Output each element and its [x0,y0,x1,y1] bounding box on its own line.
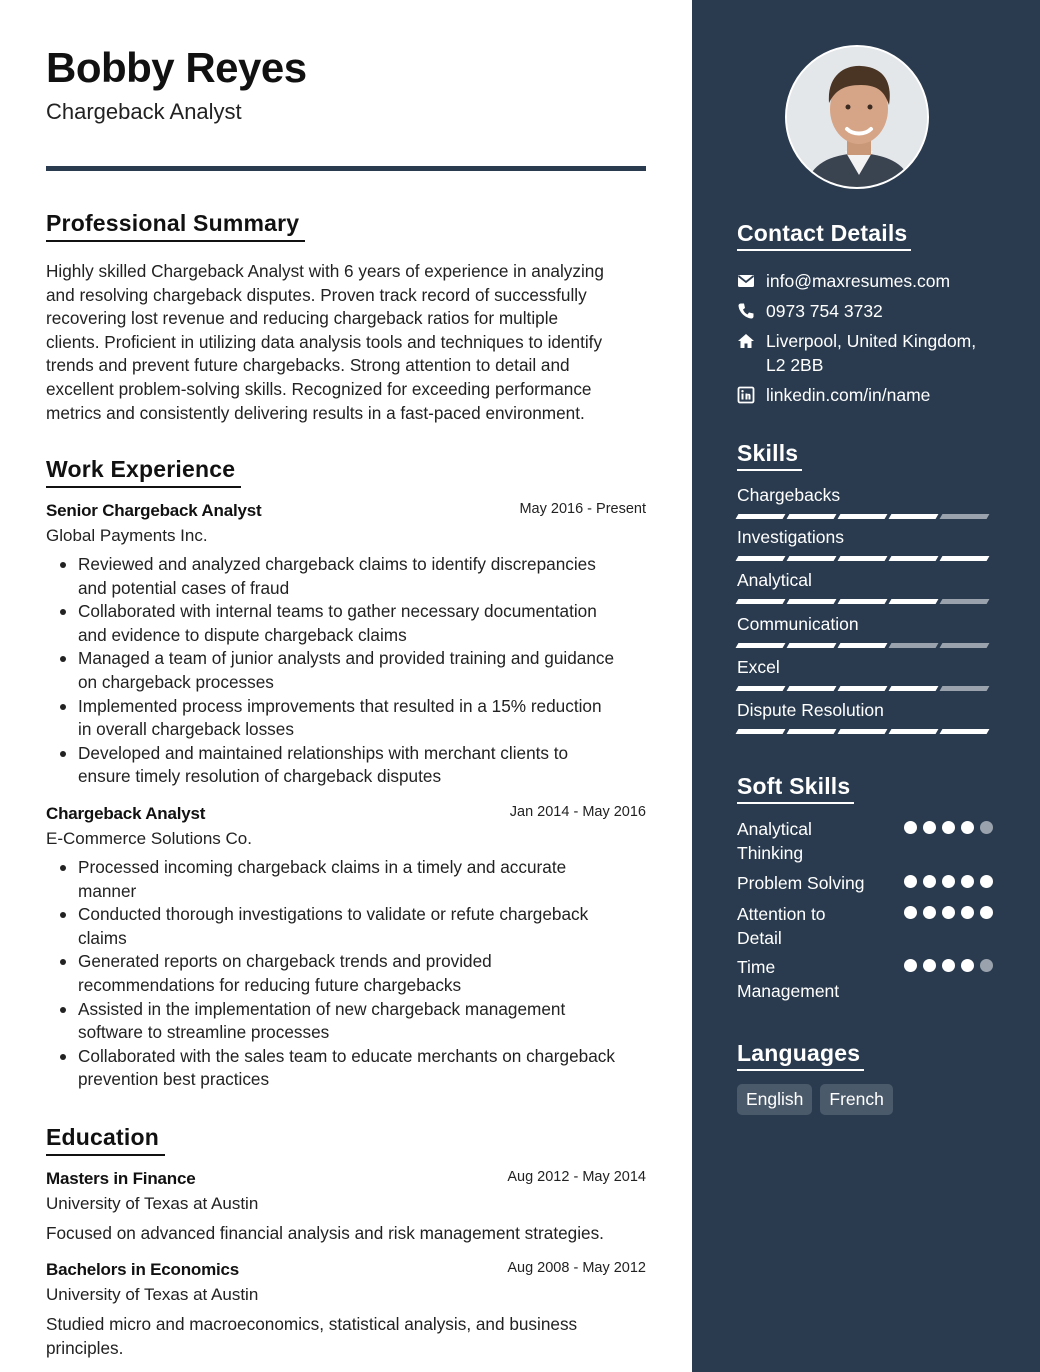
section-title-contact: Contact Details [737,220,911,251]
skill-level-bar [737,599,993,604]
bullet-line: Processed incoming chargeback claims in a timely and accurate [78,857,567,877]
skill-level-segment [838,643,888,648]
phone-icon [737,302,755,320]
soft-skill-line: Time [737,957,776,977]
soft-skill-label [737,871,897,895]
bullet-line: claims [78,927,127,948]
skill-level-bar [737,514,993,519]
rating-dot [961,959,974,972]
address-line: L2 2BB [766,355,824,375]
soft-skill-item [737,955,993,1003]
profile-photo [785,45,929,189]
skill-label: Excel [737,657,780,677]
bullet-line: Managed a team of junior analysts and provided training and guidance [78,648,615,669]
skill-level-segment [838,514,888,519]
rating-dot [980,875,993,888]
skill-item [737,485,993,519]
contact-linkedin[interactable] [737,383,995,407]
school: University of Texas at Austin [46,1194,259,1213]
job-bullet [46,695,646,742]
skill-level-segment [838,729,888,734]
education-dates: Aug 2008 - May 2012 [507,1260,646,1276]
bullet-line: Generated reports on chargeback trends and provided [78,951,492,972]
section-title-languages: Languages [737,1040,864,1071]
skill-item [737,570,993,604]
soft-skill-label [737,817,897,865]
bullet-line: in overall chargeback losses [78,719,294,740]
skill-level-segment [940,686,990,691]
rating-dot [942,821,955,834]
rating-dot [923,906,936,919]
bullet-line: Collaborated with the sales team to educate merchants on chargeback [78,1045,615,1066]
job-bullet [46,647,646,694]
skill-level-bar [737,686,993,691]
soft-skill-rating [904,906,993,919]
skill-level-segment [889,556,939,561]
skill-level-segment [787,556,837,561]
rating-dot [961,906,974,919]
contact-email[interactable] [737,269,995,293]
skill-label: Investigations [737,527,845,547]
language-chip: English [737,1084,812,1115]
section-title-summary: Professional Summary [46,210,305,242]
job-bullets [46,856,646,1092]
header-divider [46,166,646,171]
skill-level-segment [940,556,990,561]
soft-skill-line: Detail [737,928,782,948]
summary-line: clients. Proficient in utilizing data analysis tools and techniques to identify [46,331,603,352]
skill-level-segment [889,514,939,519]
summary-line: Highly skilled Chargeback Analyst with 6 years of experience in analyzing [46,261,604,281]
email-text: info@maxresumes.com [766,271,951,291]
skill-level-segment [838,599,888,604]
education-header [46,1260,646,1282]
address-line: Liverpool, United Kingdom, [766,331,977,351]
language-chip: French [820,1084,892,1115]
section-title-skills: Skills [737,440,802,471]
job-bullet [46,998,646,1045]
skill-level-segment [736,643,786,648]
contact-address [737,329,995,377]
skill-label: Analytical [737,570,812,590]
section-title-education: Education [46,1124,165,1156]
skill-level-segment [787,643,837,648]
bullet-line: Developed and maintained relationships with merchant clients to [78,742,569,763]
summary-line: recovering lost revenue and reducing chargeback ratios for multiple [46,308,559,329]
soft-skill-label [737,955,897,1003]
job-header [46,501,646,523]
education-description [46,1221,646,1245]
skill-level-segment [736,556,786,561]
bullet-line: software to streamline processes [78,1022,330,1043]
rating-dot [942,959,955,972]
skill-level-segment [940,514,990,519]
soft-skill-line: Management [737,981,840,1001]
rating-dot [904,821,917,834]
skill-level-segment [787,686,837,691]
soft-skill-item [737,902,993,950]
skill-level-segment [889,686,939,691]
soft-skill-item [737,817,993,865]
skill-level-bar [737,556,993,561]
summary-line: trends and prevent future chargebacks. Strong attention to detail and [46,355,570,376]
contact-phone[interactable] [737,299,995,323]
soft-skill-line: Analytical [737,819,812,839]
description-line: principles. [46,1338,124,1358]
bullet-line: manner [78,880,137,901]
section-title-soft-skills: Soft Skills [737,773,854,804]
soft-skill-line: Attention to [737,904,826,924]
bullet-line: prevention best practices [78,1069,270,1090]
summary-line: and resolving chargeback disputes. Proven track record of successfully [46,284,587,305]
job-header [46,804,646,826]
rating-dot [942,906,955,919]
skill-level-segment [940,599,990,604]
soft-skill-label [737,902,897,950]
skill-level-bar [737,729,993,734]
skill-level-bar [737,643,993,648]
soft-skill-line: Problem Solving [737,873,865,893]
language-list [737,1084,893,1115]
education-description [46,1312,646,1360]
skill-level-segment [736,514,786,519]
skill-level-segment [940,643,990,648]
job-entry [46,501,646,789]
rating-dot [980,821,993,834]
skill-level-segment [787,514,837,519]
skill-level-segment [889,599,939,604]
skill-item [737,614,993,648]
linkedin-icon [737,386,755,404]
skill-item [737,700,993,734]
education-entry [46,1260,646,1360]
job-bullet [46,600,646,647]
description-line: Studied micro and macroeconomics, statistical analysis, and business [46,1314,578,1334]
degree: Bachelors in Economics [46,1260,240,1279]
job-bullet [46,742,646,789]
rating-dot [904,906,917,919]
job-bullets [46,553,646,789]
candidate-name: Bobby Reyes [46,44,307,91]
bullet-line: ensure timely resolution of chargeback disputes [78,766,442,787]
skill-label: Communication [737,614,859,634]
section-title-experience: Work Experience [46,456,241,488]
rating-dot [980,906,993,919]
rating-dot [923,821,936,834]
bullet-line: Implemented process improvements that resulted in a 15% reduction [78,695,602,716]
summary-text [46,260,646,425]
job-bullet [46,950,646,997]
education-entry [46,1169,646,1245]
portrait-illustration [787,47,929,189]
phone-text: 0973 754 3732 [766,301,883,321]
skill-item [737,657,993,691]
job-dates: Jan 2014 - May 2016 [509,804,646,820]
job-bullet [46,903,646,950]
rating-dot [942,875,955,888]
envelope-icon [737,272,755,290]
school: University of Texas at Austin [46,1285,259,1304]
skill-level-segment [889,643,939,648]
skill-level-segment [940,729,990,734]
job-dates: May 2016 - Present [519,501,646,517]
skill-label: Chargebacks [737,485,841,505]
skill-level-segment [838,686,888,691]
rating-dot [904,959,917,972]
bullet-line: recommendations for reducing future chargebacks [78,974,462,995]
rating-dot [904,875,917,888]
bullet-line: and potential cases of fraud [78,577,290,598]
soft-skill-rating [904,959,993,972]
contact-list [737,269,995,407]
job-title: Chargeback Analyst [46,804,206,823]
home-icon [737,332,755,350]
rating-dot [923,875,936,888]
skill-level-segment [787,729,837,734]
skill-item [737,527,993,561]
rating-dot [923,959,936,972]
skill-level-segment [787,599,837,604]
linkedin-text: linkedin.com/in/name [766,385,931,405]
skill-label: Dispute Resolution [737,700,884,720]
education-dates: Aug 2012 - May 2014 [507,1169,646,1185]
description-line: Focused on advanced financial analysis and risk management strategies. [46,1223,604,1243]
soft-skill-rating [904,875,993,888]
job-bullet [46,856,646,903]
job-entry [46,804,646,1092]
skill-level-segment [736,599,786,604]
job-title: Senior Chargeback Analyst [46,501,262,520]
skill-level-segment [838,556,888,561]
rating-dot [961,821,974,834]
bullet-line: Conducted thorough investigations to validate or refute chargeback [78,904,589,925]
degree: Masters in Finance [46,1169,196,1188]
education-header [46,1169,646,1191]
job-company: E-Commerce Solutions Co. [46,829,252,848]
bullet-line: Reviewed and analyzed chargeback claims to identify discrepancies [78,554,596,574]
job-company: Global Payments Inc. [46,526,208,545]
bullet-line: Collaborated with internal teams to gather necessary documentation [78,601,597,622]
soft-skill-item [737,871,993,895]
soft-skill-rating [904,821,993,834]
job-bullet [46,553,646,600]
bullet-line: Assisted in the implementation of new chargeback management [78,998,566,1019]
soft-skill-line: Thinking [737,843,804,863]
bullet-line: and evidence to dispute chargeback claims [78,624,407,645]
skill-level-segment [889,729,939,734]
job-bullet [46,1045,646,1092]
skill-level-segment [736,686,786,691]
skill-level-segment [736,729,786,734]
bullet-line: on chargeback processes [78,671,274,692]
summary-line: metrics and consistently delivering results in a fast-paced environment. [46,402,585,423]
candidate-title: Chargeback Analyst [46,99,242,124]
summary-line: excellent problem-solving skills. Recognized for exceeding performance [46,378,592,399]
rating-dot [980,959,993,972]
rating-dot [961,875,974,888]
